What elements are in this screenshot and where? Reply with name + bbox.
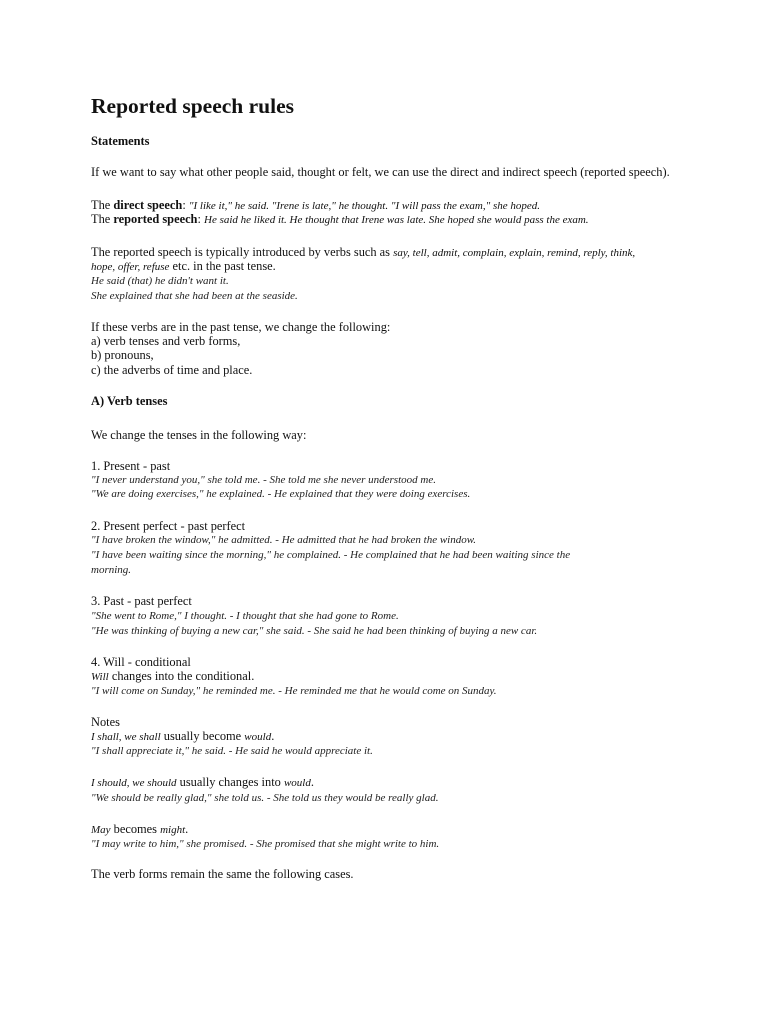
rule-2-title: 2. Present perfect - past perfect <box>91 519 246 533</box>
note-3-mid: becomes <box>110 822 161 836</box>
rule-3-title: 3. Past - past perfect <box>91 594 192 608</box>
note-2-dot: . <box>310 775 314 789</box>
rule-2-example-1: "I have broken the window," he admitted. - He admitted that he had broken the window. <box>91 534 476 546</box>
verbs-example-2: She explained that she had been at the seaside. <box>91 290 298 302</box>
verbs-list-line2: hope, offer, refuse <box>91 261 170 273</box>
note-1-line <box>91 729 691 745</box>
rule-2-example-2b: morning. <box>91 564 132 576</box>
rule-1-example-2: "We are doing exercises," he explained. - He explained that they were doing exercises. <box>91 488 471 500</box>
rule-2-example-2a: "I have been waiting since the morning," he complained. - He complained that he had been waiting since the <box>91 549 571 561</box>
reported-speech-line <box>91 212 691 228</box>
rule-1-example-1: "I never understand you," she told me. - She told me she never understood me. <box>91 474 436 486</box>
note-1-mid: usually become <box>160 729 245 743</box>
note-3-end: might <box>160 824 186 836</box>
rule-3-example-1: "She went to Rome," I thought. - I thought that she had gone to Rome. <box>91 610 399 622</box>
note-2-italic: I should, we should <box>91 777 177 789</box>
verbs-example-1: He said (that) he didn't want it. <box>91 275 229 287</box>
rule-4-note <box>91 669 691 685</box>
note-3-italic: May <box>91 824 111 836</box>
past-tense-lead: If these verbs are in the past tense, we change the following: <box>91 320 391 334</box>
past-tense-item-c: c) the adverbs of time and place. <box>91 363 253 377</box>
note-2-line <box>91 775 691 791</box>
verb-tenses-heading: A) Verb tenses <box>91 394 168 408</box>
note-3-example: "I may write to him," she promised. - She promised that she might write to him. <box>91 838 440 850</box>
note-2-end: would <box>283 777 311 789</box>
rule-4-will: Will <box>91 671 109 683</box>
direct-speech-label: direct speech <box>113 198 183 212</box>
note-3-line <box>91 822 691 838</box>
past-tense-item-a: a) verb tenses and verb forms, <box>91 334 241 348</box>
statements-heading: Statements <box>91 134 150 148</box>
rule-4-changes: changes into the conditional. <box>108 669 255 683</box>
note-1-end: would <box>244 731 272 743</box>
verbs-intro-lead: The reported speech is typically introduced by verbs such as <box>91 245 394 259</box>
direct-colon: : <box>182 198 189 212</box>
verbs-intro-tail: etc. in the past tense. <box>169 259 276 273</box>
page-title: Reported speech rules <box>91 94 295 118</box>
reported-colon: : <box>197 212 205 226</box>
direct-speech-example: "I like it," he said. "Irene is late," he thought. "I will pass the exam," she hoped. <box>188 200 540 212</box>
verbs-intro-line2 <box>91 259 691 275</box>
rule-4-title: 4. Will - conditional <box>91 655 191 669</box>
note-1-italic: I shall, we shall <box>91 731 161 743</box>
reported-the: The <box>91 212 114 226</box>
direct-the: The <box>91 198 114 212</box>
note-1-example: "I shall appreciate it," he said. - He said he would appreciate it. <box>91 745 373 757</box>
note-3-dot: . <box>185 822 189 836</box>
intro-paragraph: If we want to say what other people said, thought or felt, we can use the direct and indirect speech (reported speech). <box>91 165 670 179</box>
closing-line: The verb forms remain the same the following cases. <box>91 867 354 881</box>
note-2-mid: usually changes into <box>176 775 284 789</box>
note-1-dot: . <box>271 729 275 743</box>
reported-speech-label: reported speech <box>113 212 198 226</box>
reported-speech-example: He said he liked it. He thought that Irene was late. She hoped she would pass the exam. <box>204 214 589 226</box>
rule-4-example-1: "I will come on Sunday," he reminded me. - He reminded me that he would come on Sunday. <box>91 685 497 697</box>
note-2-example: "We should be really glad," she told us. - She told us they would be really glad. <box>91 792 439 804</box>
verbs-list-line1: say, tell, admit, complain, explain, remind, reply, think, <box>393 247 636 259</box>
past-tense-item-b: b) pronouns, <box>91 348 154 362</box>
rule-1-title: 1. Present - past <box>91 459 171 473</box>
notes-heading: Notes <box>91 715 120 729</box>
rule-3-example-2: "He was thinking of buying a new car," she said. - She said he had been thinking of buying a new car. <box>91 625 538 637</box>
verb-tenses-intro: We change the tenses in the following way: <box>91 428 307 442</box>
